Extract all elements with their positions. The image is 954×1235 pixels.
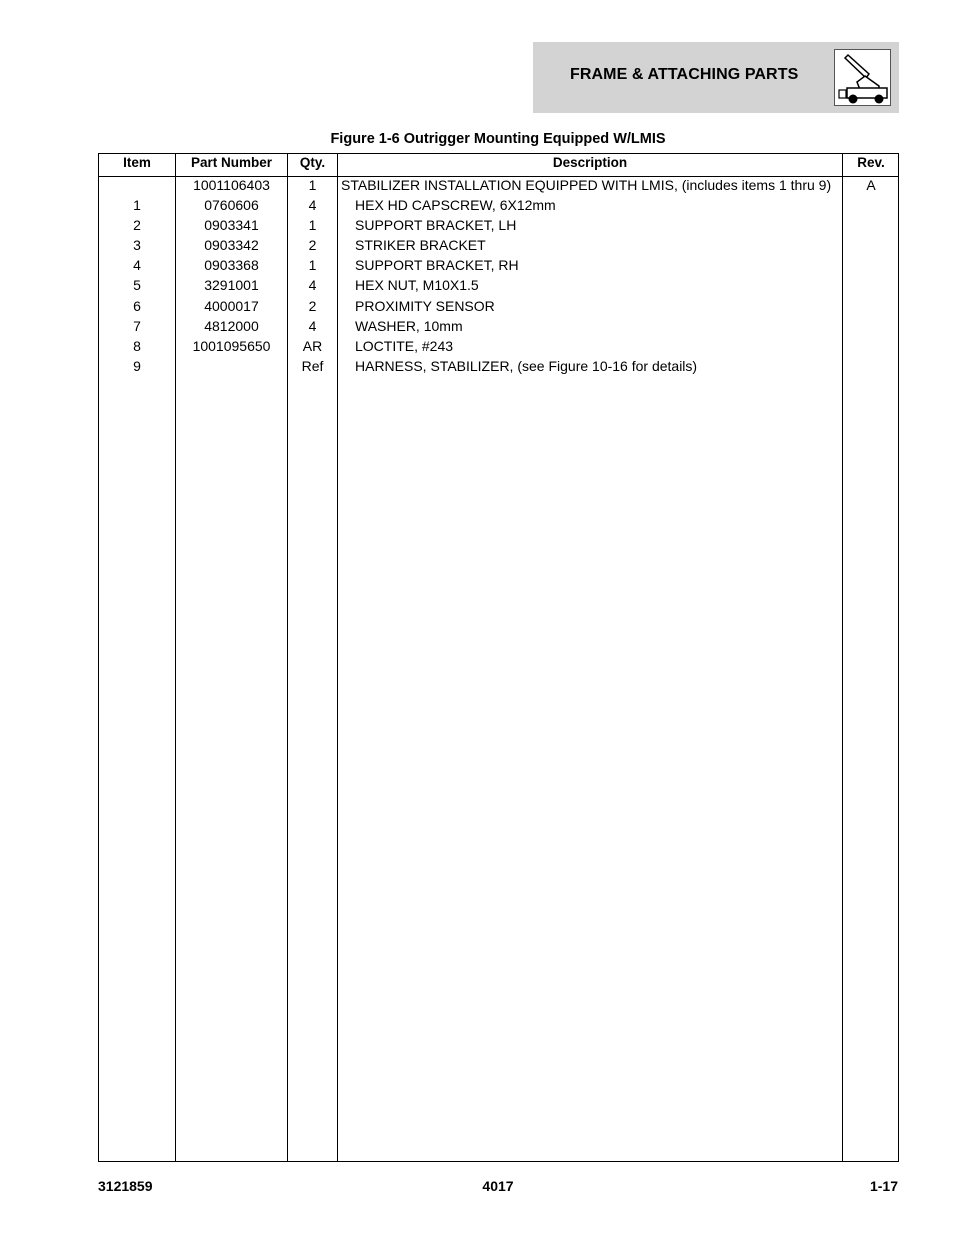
table-row [99,237,898,257]
description-cell: SUPPORT BRACKET, RH [355,257,519,273]
table-row [99,177,898,197]
description-cell: HEX HD CAPSCREW, 6X12mm [355,197,556,213]
telehandler-icon [834,49,891,106]
part-number-cell: 4812000 [204,318,259,334]
part-number-cell: 3291001 [204,277,259,293]
part-number-cell: 0903368 [204,257,259,273]
part-number-cell: 4000017 [204,298,259,314]
qty-cell: 1 [308,257,317,273]
footer-model: 4017 [482,1178,514,1194]
table-row [99,318,898,338]
qty-cell: 1 [308,217,317,233]
item-cell: 6 [133,298,141,314]
qty-cell: 1 [308,177,317,193]
item-cell: 5 [133,277,141,293]
part-number-cell: 1001095650 [192,338,271,354]
description-cell: STABILIZER INSTALLATION EQUIPPED WITH LMIS, (includes items 1 thru 9) [341,177,832,193]
qty-cell: 2 [308,237,317,253]
table-row [99,298,898,318]
description-cell: SUPPORT BRACKET, LH [355,217,517,233]
table-row [99,338,898,358]
column-header-part-number: Part Number [190,155,273,170]
rev-cell: A [866,177,876,193]
footer-document-number: 3121859 [98,1178,153,1194]
item-cell: 8 [133,338,141,354]
table-row [99,197,898,217]
column-header-description: Description [552,155,628,170]
item-cell: 2 [133,217,141,233]
figure-title: Figure 1-6 Outrigger Mounting Equipped W/LMIS [330,131,666,147]
qty-cell: 2 [308,298,317,314]
footer-page-number: 1-17 [869,1178,898,1194]
qty-cell: 4 [308,277,317,293]
parts-table [98,153,899,1162]
item-cell: 4 [133,257,141,273]
description-cell: HARNESS, STABILIZER, (see Figure 10-16 for details) [355,358,698,374]
qty-cell: 4 [308,197,317,213]
section-title: FRAME & ATTACHING PARTS [570,66,799,83]
table-row [99,217,898,237]
table-row [99,277,898,297]
table-row [99,358,898,378]
part-number-cell: 1001106403 [193,177,270,193]
qty-cell: 4 [308,318,317,334]
part-number-cell: 0903341 [204,217,259,233]
item-cell: 9 [133,358,141,374]
description-cell: WASHER, 10mm [355,318,463,334]
column-header-rev: Rev. [857,155,885,170]
description-cell: STRIKER BRACKET [355,237,486,253]
column-header-qty: Qty. [299,155,326,170]
column-header-item: Item [123,155,151,170]
description-cell: PROXIMITY SENSOR [355,298,495,314]
part-number-cell: 0760606 [204,197,259,213]
part-number-cell: 0903342 [204,237,259,253]
section-header [533,42,899,113]
description-cell: HEX NUT, M10X1.5 [355,277,479,293]
table-row [99,257,898,277]
item-cell: 7 [133,318,141,334]
qty-cell: Ref [301,358,324,374]
qty-cell: AR [302,338,323,354]
item-cell: 3 [133,237,141,253]
item-cell: 1 [133,197,141,213]
description-cell: LOCTITE, #243 [355,338,454,354]
